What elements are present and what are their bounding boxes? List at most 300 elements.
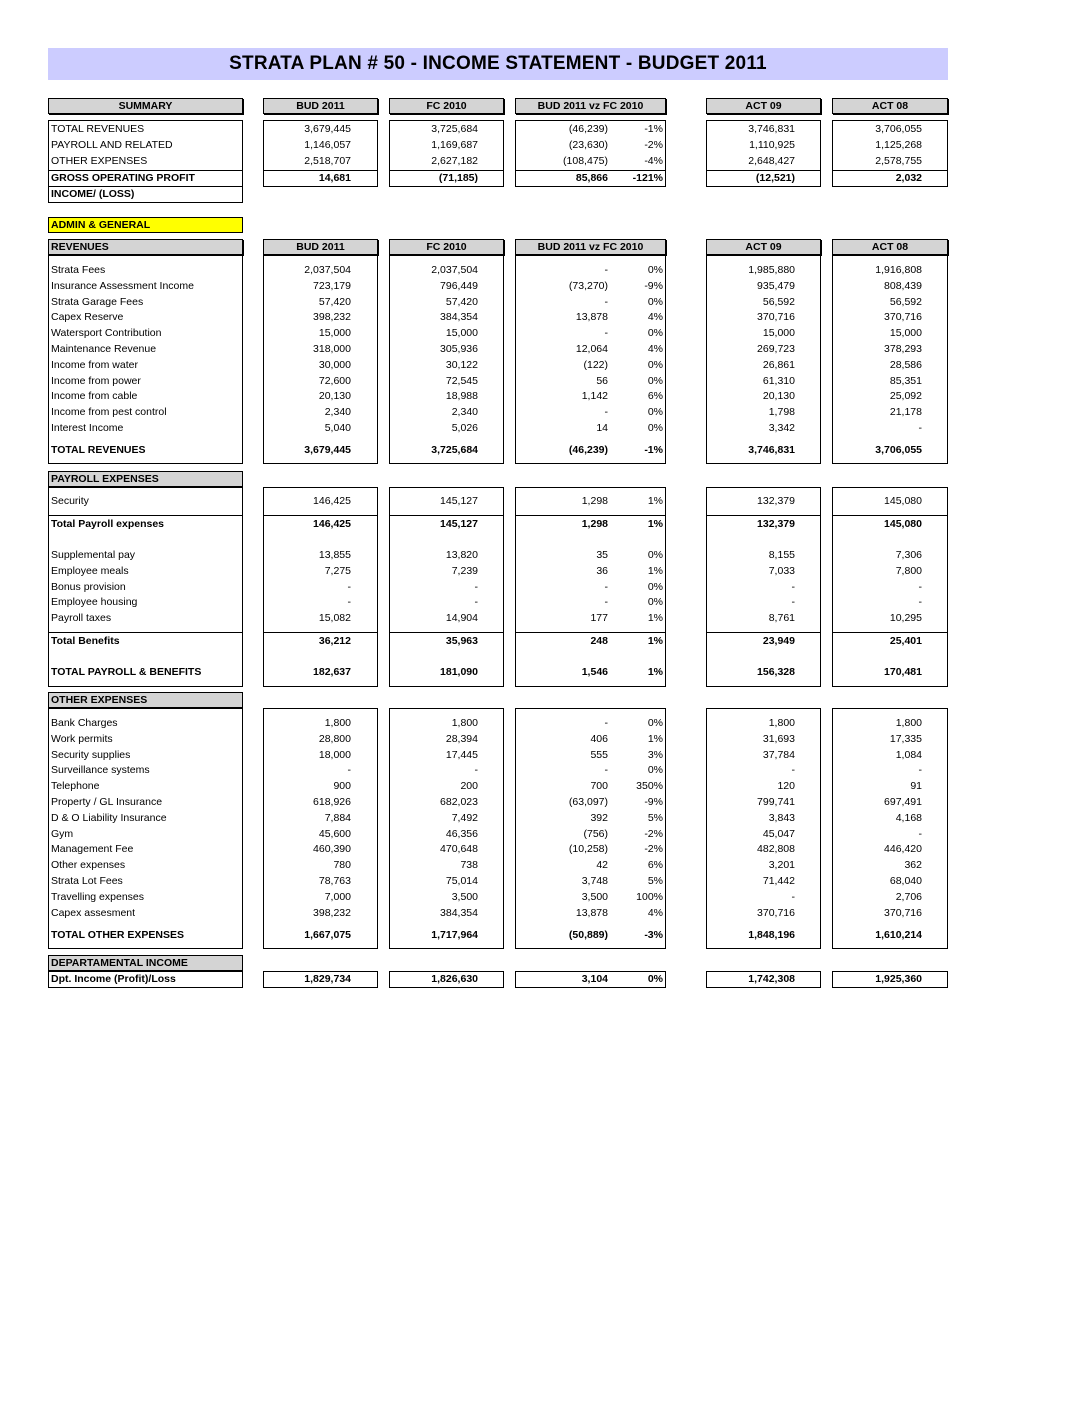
- benefit-row-bud: -: [347, 580, 351, 593]
- summary-row-fc: 1,169,687: [431, 139, 478, 151]
- expense-row-bud: 7,000: [324, 890, 351, 903]
- revenue-row-fc: 2,037,504: [431, 264, 478, 276]
- summary-row-var: (108,475): [563, 155, 608, 167]
- expense-row-bud: 1,800: [324, 717, 351, 729]
- benefit-row-bud: 7,275: [324, 564, 351, 577]
- header-fc-2010: FC 2010: [389, 239, 504, 255]
- benefit-row-var: 36: [596, 564, 608, 577]
- benefit-row-label: Payroll taxes: [51, 612, 112, 625]
- revenue-row-act08: 25,092: [889, 390, 922, 403]
- header-fc-2010: FC 2010: [389, 98, 504, 114]
- revenue-row-fc: 15,000: [445, 327, 478, 340]
- row-separator: [706, 515, 821, 516]
- payroll-header: PAYROLL EXPENSES: [48, 471, 243, 487]
- expense-row-pct: 3%: [647, 748, 663, 761]
- revenue-row-pct: 0%: [647, 374, 663, 387]
- benefit-row-fc: 7,239: [451, 564, 478, 577]
- revenues-total-var: (46,239): [568, 444, 608, 456]
- revenue-row-var: -: [604, 406, 608, 419]
- summary-total-label: GROSS OPERATING PROFIT: [51, 172, 195, 184]
- expense-row-act09: 1,800: [768, 717, 795, 729]
- revenue-row-bud: 5,040: [324, 422, 351, 434]
- revenue-row-pct: 4%: [647, 343, 663, 355]
- summary-total-act08: 2,032: [895, 172, 922, 184]
- revenues-total-label: TOTAL REVENUES: [51, 444, 146, 456]
- expense-row-var: 406: [590, 732, 608, 745]
- benefit-row-var: 35: [596, 549, 608, 561]
- expense-row-act08: 1,084: [895, 748, 922, 761]
- revenue-row-bud: 2,037,504: [304, 264, 351, 276]
- departmental-row-act09: 1,742,308: [748, 973, 795, 985]
- expense-row-act08: 91: [910, 780, 922, 793]
- expense-row-pct: 6%: [647, 859, 663, 872]
- expense-row-label: Gym: [51, 827, 74, 840]
- revenue-row-act08: 56,592: [889, 295, 922, 308]
- expense-row-pct: 0%: [647, 764, 663, 777]
- revenues-total-fc: 3,725,684: [431, 444, 478, 456]
- summary-row-label: OTHER EXPENSES: [51, 155, 148, 167]
- expense-row-bud: 460,390: [313, 843, 351, 856]
- payroll-benefits-total-pct: 1%: [647, 666, 663, 678]
- revenue-row-label: Insurance Assessment Income: [51, 279, 194, 292]
- expense-row-act08: 68,040: [889, 875, 922, 887]
- revenue-row-var: 12,064: [575, 343, 608, 355]
- expense-row-fc: 28,394: [445, 732, 478, 745]
- payroll-benefits-total-act08: 170,481: [884, 666, 922, 678]
- header-act-09: ACT 09: [706, 98, 821, 114]
- benefits-total-act09: 23,949: [762, 635, 795, 647]
- benefit-row-bud: 15,082: [318, 612, 351, 625]
- departmental-row-pct: 0%: [647, 973, 663, 985]
- benefit-row-act08: -: [918, 580, 922, 593]
- departmental-row-label: Dpt. Income (Profit)/Loss: [51, 973, 176, 985]
- summary-row-act08: 1,125,268: [875, 139, 922, 151]
- payroll-benefits-total-fc: 181,090: [440, 666, 478, 678]
- revenue-row-fc: 72,545: [445, 374, 478, 387]
- revenue-row-bud: 2,340: [324, 406, 351, 419]
- expense-row-pct: 350%: [636, 780, 663, 793]
- expense-row-bud: 780: [333, 859, 351, 872]
- payroll-total-bud: 146,425: [313, 518, 351, 530]
- revenue-row-pct: 0%: [647, 358, 663, 371]
- header-bud-2011: BUD 2011: [263, 98, 378, 114]
- header-bud-2011: BUD 2011: [263, 239, 378, 255]
- revenue-row-act09: 20,130: [762, 390, 795, 403]
- departmental-row-act08: 1,925,360: [875, 973, 922, 985]
- expense-row-act08: 17,335: [889, 732, 922, 745]
- revenue-row-act08: 15,000: [889, 327, 922, 340]
- revenue-row-label: Strata Garage Fees: [51, 295, 144, 308]
- revenue-row-pct: 4%: [647, 311, 663, 324]
- revenue-row-fc: 2,340: [451, 406, 478, 419]
- revenue-row-var: -: [604, 295, 608, 308]
- expense-row-fc: 682,023: [440, 796, 478, 808]
- expense-row-act09: 71,442: [762, 875, 795, 887]
- benefit-row-bud: 13,855: [318, 549, 351, 561]
- expense-row-act09: 3,201: [768, 859, 795, 872]
- revenue-row-pct: 0%: [647, 406, 663, 419]
- other-expenses-total-act08: 1,610,214: [875, 929, 922, 941]
- revenue-row-act08: 1,916,808: [875, 264, 922, 276]
- benefit-row-label: Employee housing: [51, 596, 138, 609]
- row-separator: [263, 170, 378, 171]
- benefit-row-act09: -: [791, 596, 795, 609]
- expense-row-var: 3,500: [581, 890, 608, 903]
- expense-row-bud: 28,800: [318, 732, 351, 745]
- summary-row-bud: 2,518,707: [304, 155, 351, 167]
- summary-header: SUMMARY: [48, 98, 243, 114]
- revenue-row-act08: 85,351: [889, 374, 922, 387]
- benefit-row-fc: -: [474, 580, 478, 593]
- revenue-row-act09: 3,342: [768, 422, 795, 434]
- revenues-total-act08: 3,706,055: [875, 444, 922, 456]
- benefit-row-label: Supplemental pay: [51, 549, 136, 561]
- expense-row-pct: 5%: [647, 811, 663, 824]
- expense-row-var: (63,097): [568, 796, 608, 808]
- expense-row-act08: 4,168: [895, 811, 922, 824]
- revenue-row-label: Capex Reserve: [51, 311, 124, 324]
- summary-total-bud: 14,681: [318, 172, 351, 184]
- expense-row-label: Security supplies: [51, 748, 131, 761]
- header-variance: BUD 2011 vz FC 2010: [515, 98, 666, 114]
- expense-row-pct: 0%: [647, 717, 663, 729]
- other-expenses-total-fc: 1,717,964: [431, 929, 478, 941]
- expense-row-fc: 17,445: [445, 748, 478, 761]
- payroll-security-act08: 145,080: [884, 495, 922, 507]
- expense-row-act09: 37,784: [762, 748, 795, 761]
- expense-row-pct: -2%: [644, 843, 663, 856]
- revenue-row-bud: 72,600: [318, 374, 351, 387]
- benefit-row-fc: 13,820: [445, 549, 478, 561]
- benefits-total-pct: 1%: [647, 635, 663, 647]
- revenues-total-bud: 3,679,445: [304, 444, 351, 456]
- expense-row-label: Property / GL Insurance: [51, 796, 163, 808]
- summary-row-fc: 3,725,684: [431, 123, 478, 135]
- expense-row-var: 3,748: [581, 875, 608, 887]
- expense-row-bud: 900: [333, 780, 351, 793]
- payroll-benefits-total-var: 1,546: [581, 666, 608, 678]
- expense-row-pct: 4%: [647, 906, 663, 919]
- revenue-row-label: Strata Fees: [51, 264, 106, 276]
- payroll-total-label: Total Payroll expenses: [51, 518, 165, 530]
- payroll-total-fc: 145,127: [440, 518, 478, 530]
- expense-row-var: 700: [590, 780, 608, 793]
- income-loss-label: INCOME/ (LOSS): [51, 188, 135, 200]
- expense-row-act09: 370,716: [757, 906, 795, 919]
- revenues-header: REVENUES: [48, 239, 243, 255]
- revenue-row-bud: 57,420: [318, 295, 351, 308]
- expense-row-bud: 45,600: [318, 827, 351, 840]
- summary-total-act09: (12,521): [755, 172, 795, 184]
- expense-row-act09: -: [791, 890, 795, 903]
- revenue-row-pct: 0%: [647, 422, 663, 434]
- expense-row-label: Surveillance systems: [51, 764, 150, 777]
- report-title: STRATA PLAN # 50 - INCOME STATEMENT - BUDGET 2011: [229, 53, 767, 74]
- revenue-row-fc: 384,354: [440, 311, 478, 324]
- departmental-row-fc: 1,826,630: [431, 973, 478, 985]
- payroll-security-fc: 145,127: [440, 495, 478, 507]
- benefit-row-act08: 7,800: [895, 564, 922, 577]
- summary-row-pct: -1%: [644, 123, 663, 135]
- summary-row-pct: -2%: [644, 139, 663, 151]
- benefits-total-var: 248: [590, 635, 608, 647]
- expense-row-label: Strata Lot Fees: [51, 875, 123, 887]
- expense-row-fc: -: [474, 764, 478, 777]
- other-expenses-total-act09: 1,848,196: [748, 929, 795, 941]
- admin-general-header: ADMIN & GENERAL: [48, 217, 243, 233]
- revenue-row-fc: 305,936: [440, 343, 478, 355]
- expense-row-bud: -: [347, 764, 351, 777]
- benefit-row-act08: -: [918, 596, 922, 609]
- revenue-row-act09: 1,985,880: [748, 264, 795, 276]
- revenue-row-bud: 398,232: [313, 311, 351, 324]
- other-expenses-total-pct: -3%: [644, 929, 663, 941]
- revenue-row-act09: 1,798: [768, 406, 795, 419]
- row-separator: [48, 515, 243, 516]
- row-separator: [832, 170, 948, 171]
- revenue-row-label: Watersport Contribution: [51, 327, 162, 340]
- revenue-row-act09: 26,861: [762, 358, 795, 371]
- summary-row-act08: 2,578,755: [875, 155, 922, 167]
- expense-row-act09: 45,047: [762, 827, 795, 840]
- benefit-row-fc: -: [474, 596, 478, 609]
- expense-row-fc: 7,492: [451, 811, 478, 824]
- expense-row-act08: 362: [904, 859, 922, 872]
- revenue-row-pct: 0%: [647, 327, 663, 340]
- row-separator: [515, 170, 666, 171]
- revenue-row-act09: 56,592: [762, 295, 795, 308]
- revenue-row-fc: 57,420: [445, 295, 478, 308]
- expense-row-var: 392: [590, 811, 608, 824]
- departmental-header: DEPARTAMENTAL INCOME: [48, 955, 243, 971]
- expense-row-var: (10,258): [568, 843, 608, 856]
- revenue-row-fc: 30,122: [445, 358, 478, 371]
- summary-total-fc: (71,185): [438, 172, 478, 184]
- summary-row-fc: 2,627,182: [431, 155, 478, 167]
- expense-row-fc: 3,500: [451, 890, 478, 903]
- revenue-row-bud: 318,000: [313, 343, 351, 355]
- payroll-benefits-total-act09: 156,328: [757, 666, 795, 678]
- expense-row-bud: 18,000: [318, 748, 351, 761]
- benefit-row-act09: 8,155: [768, 549, 795, 561]
- benefit-row-act08: 7,306: [895, 549, 922, 561]
- row-separator: [515, 632, 666, 633]
- payroll-security-pct: 1%: [647, 495, 663, 507]
- benefit-row-label: Bonus provision: [51, 580, 126, 593]
- revenue-row-act08: -: [918, 422, 922, 434]
- summary-total-var: 85,866: [575, 172, 608, 184]
- row-separator: [263, 515, 378, 516]
- payroll-total-pct: 1%: [647, 518, 663, 530]
- benefit-row-pct: 1%: [647, 564, 663, 577]
- summary-row-var: (46,239): [568, 123, 608, 135]
- revenue-row-var: (73,270): [568, 279, 608, 292]
- summary-row-bud: 1,146,057: [304, 139, 351, 151]
- summary-row-act09: 1,110,925: [749, 139, 795, 151]
- revenue-row-act09: 61,310: [762, 374, 795, 387]
- revenue-row-var: 1,142: [581, 390, 608, 403]
- revenue-row-act08: 808,439: [884, 279, 922, 292]
- payroll-benefits-total-label: TOTAL PAYROLL & BENEFITS: [51, 666, 202, 678]
- summary-row-act09: 3,746,831: [748, 123, 795, 135]
- benefit-row-act09: 7,033: [768, 564, 795, 577]
- expense-row-label: Bank Charges: [51, 717, 118, 729]
- expense-row-act08: 1,800: [895, 717, 922, 729]
- revenue-row-pct: 0%: [647, 295, 663, 308]
- benefit-row-pct: 0%: [647, 596, 663, 609]
- expense-row-pct: -9%: [644, 796, 663, 808]
- row-separator: [389, 170, 504, 171]
- revenue-row-var: -: [604, 264, 608, 276]
- revenue-row-fc: 796,449: [440, 279, 478, 292]
- revenue-row-fc: 18,988: [445, 390, 478, 403]
- revenue-row-var: (122): [583, 358, 608, 371]
- revenue-row-bud: 723,179: [313, 279, 351, 292]
- benefit-row-var: 177: [590, 612, 608, 625]
- expense-row-pct: 5%: [647, 875, 663, 887]
- expense-row-label: Telephone: [51, 780, 100, 793]
- expense-row-var: 42: [596, 859, 608, 872]
- payroll-security-var: 1,298: [581, 495, 608, 507]
- expense-row-fc: 46,356: [445, 827, 478, 840]
- revenue-row-var: -: [604, 327, 608, 340]
- benefit-row-var: -: [604, 596, 608, 609]
- expense-row-bud: 7,884: [324, 811, 351, 824]
- expense-row-label: Other expenses: [51, 859, 126, 872]
- revenue-row-act09: 935,479: [757, 279, 795, 292]
- expense-row-act08: 370,716: [884, 906, 922, 919]
- revenue-row-label: Interest Income: [51, 422, 124, 434]
- benefits-total-fc: 35,963: [445, 635, 478, 647]
- row-separator: [706, 170, 821, 171]
- revenue-row-label: Income from cable: [51, 390, 138, 403]
- other-expenses-total-var: (50,889): [568, 929, 608, 941]
- header-act-08: ACT 08: [832, 98, 948, 114]
- benefits-total-bud: 36,212: [318, 635, 351, 647]
- summary-row-pct: -4%: [644, 155, 663, 167]
- expense-row-var: 13,878: [575, 906, 608, 919]
- summary-row-var: (23,630): [568, 139, 608, 151]
- benefit-row-pct: 0%: [647, 580, 663, 593]
- expense-row-act08: -: [918, 764, 922, 777]
- revenue-row-var: 14: [596, 422, 608, 434]
- revenue-row-act09: 370,716: [757, 311, 795, 324]
- expense-row-bud: 618,926: [313, 796, 351, 808]
- other-expenses-total-label: TOTAL OTHER EXPENSES: [51, 929, 185, 941]
- summary-total-pct: -121%: [632, 172, 663, 184]
- expense-row-act09: 482,808: [757, 843, 795, 856]
- expense-row-act08: 2,706: [895, 890, 922, 903]
- row-separator: [48, 170, 243, 171]
- row-separator: [263, 632, 378, 633]
- revenue-row-act08: 21,178: [889, 406, 922, 419]
- header-act-08: ACT 08: [832, 239, 948, 255]
- expense-row-bud: 78,763: [318, 875, 351, 887]
- benefit-row-pct: 0%: [647, 549, 663, 561]
- benefit-row-fc: 14,904: [445, 612, 478, 625]
- expense-row-fc: 470,648: [440, 843, 478, 856]
- row-separator: [706, 632, 821, 633]
- expense-row-var: 555: [590, 748, 608, 761]
- expense-row-label: Management Fee: [51, 843, 134, 856]
- expense-row-pct: 1%: [647, 732, 663, 745]
- benefit-row-act09: -: [791, 580, 795, 593]
- revenue-row-bud: 15,000: [318, 327, 351, 340]
- revenue-row-label: Maintenance Revenue: [51, 343, 157, 355]
- departmental-row-bud: 1,829,734: [304, 973, 351, 985]
- report-title-bar: [48, 48, 948, 80]
- payroll-benefits-total-bud: 182,637: [313, 666, 351, 678]
- expense-row-var: -: [604, 764, 608, 777]
- expense-row-var: (756): [583, 827, 608, 840]
- summary-row-act08: 3,706,055: [875, 123, 922, 135]
- payroll-total-act08: 145,080: [884, 518, 922, 530]
- expense-row-label: Travelling expenses: [51, 890, 144, 903]
- expense-row-act08: -: [918, 827, 922, 840]
- revenue-row-act08: 370,716: [884, 311, 922, 324]
- revenue-row-label: Income from pest control: [51, 406, 167, 419]
- benefit-row-act08: 10,295: [889, 612, 922, 625]
- payroll-security-label: Security: [51, 495, 89, 507]
- expense-row-var: -: [604, 717, 608, 729]
- row-separator: [832, 515, 948, 516]
- expense-row-fc: 200: [460, 780, 478, 793]
- revenue-row-pct: 0%: [647, 264, 663, 276]
- revenues-total-act09: 3,746,831: [748, 444, 795, 456]
- payroll-security-bud: 146,425: [313, 495, 351, 507]
- summary-row-label: TOTAL REVENUES: [51, 123, 145, 135]
- expense-row-act09: 799,741: [757, 796, 795, 808]
- summary-row-act09: 2,648,427: [748, 155, 795, 167]
- header-variance: BUD 2011 vz FC 2010: [515, 239, 666, 255]
- expense-row-fc: 75,014: [445, 875, 478, 887]
- revenue-row-label: Income from water: [51, 358, 138, 371]
- row-separator: [48, 632, 243, 633]
- expense-row-label: Work permits: [51, 732, 113, 745]
- header-act-09: ACT 09: [706, 239, 821, 255]
- revenue-row-var: 56: [596, 374, 608, 387]
- payroll-total-act09: 132,379: [757, 518, 795, 530]
- expense-row-act09: 120: [777, 780, 795, 793]
- expense-row-act08: 697,491: [884, 796, 922, 808]
- expense-row-act09: -: [791, 764, 795, 777]
- benefit-row-bud: -: [347, 596, 351, 609]
- expense-row-act09: 31,693: [762, 732, 795, 745]
- expense-row-act09: 3,843: [768, 811, 795, 824]
- payroll-total-var: 1,298: [581, 518, 608, 530]
- revenue-row-var: 13,878: [575, 311, 608, 324]
- benefits-total-act08: 25,401: [889, 635, 922, 647]
- expense-row-pct: 100%: [636, 890, 663, 903]
- expense-row-label: D & O Liability Insurance: [51, 811, 167, 824]
- expense-row-bud: 398,232: [313, 906, 351, 919]
- row-separator: [832, 632, 948, 633]
- revenue-row-fc: 5,026: [451, 422, 478, 434]
- benefit-row-var: -: [604, 580, 608, 593]
- revenue-row-bud: 30,000: [318, 358, 351, 371]
- expense-row-fc: 384,354: [440, 906, 478, 919]
- expense-row-act08: 446,420: [884, 843, 922, 856]
- row-separator: [389, 632, 504, 633]
- departmental-row-var: 3,104: [581, 973, 608, 985]
- benefit-row-act09: 8,761: [768, 612, 795, 625]
- benefit-row-label: Employee meals: [51, 564, 129, 577]
- other-expenses-header: OTHER EXPENSES: [48, 692, 243, 708]
- expense-row-pct: -2%: [644, 827, 663, 840]
- payroll-security-act09: 132,379: [757, 495, 795, 507]
- revenue-row-pct: -9%: [644, 279, 663, 292]
- summary-row-label: PAYROLL AND RELATED: [51, 139, 173, 151]
